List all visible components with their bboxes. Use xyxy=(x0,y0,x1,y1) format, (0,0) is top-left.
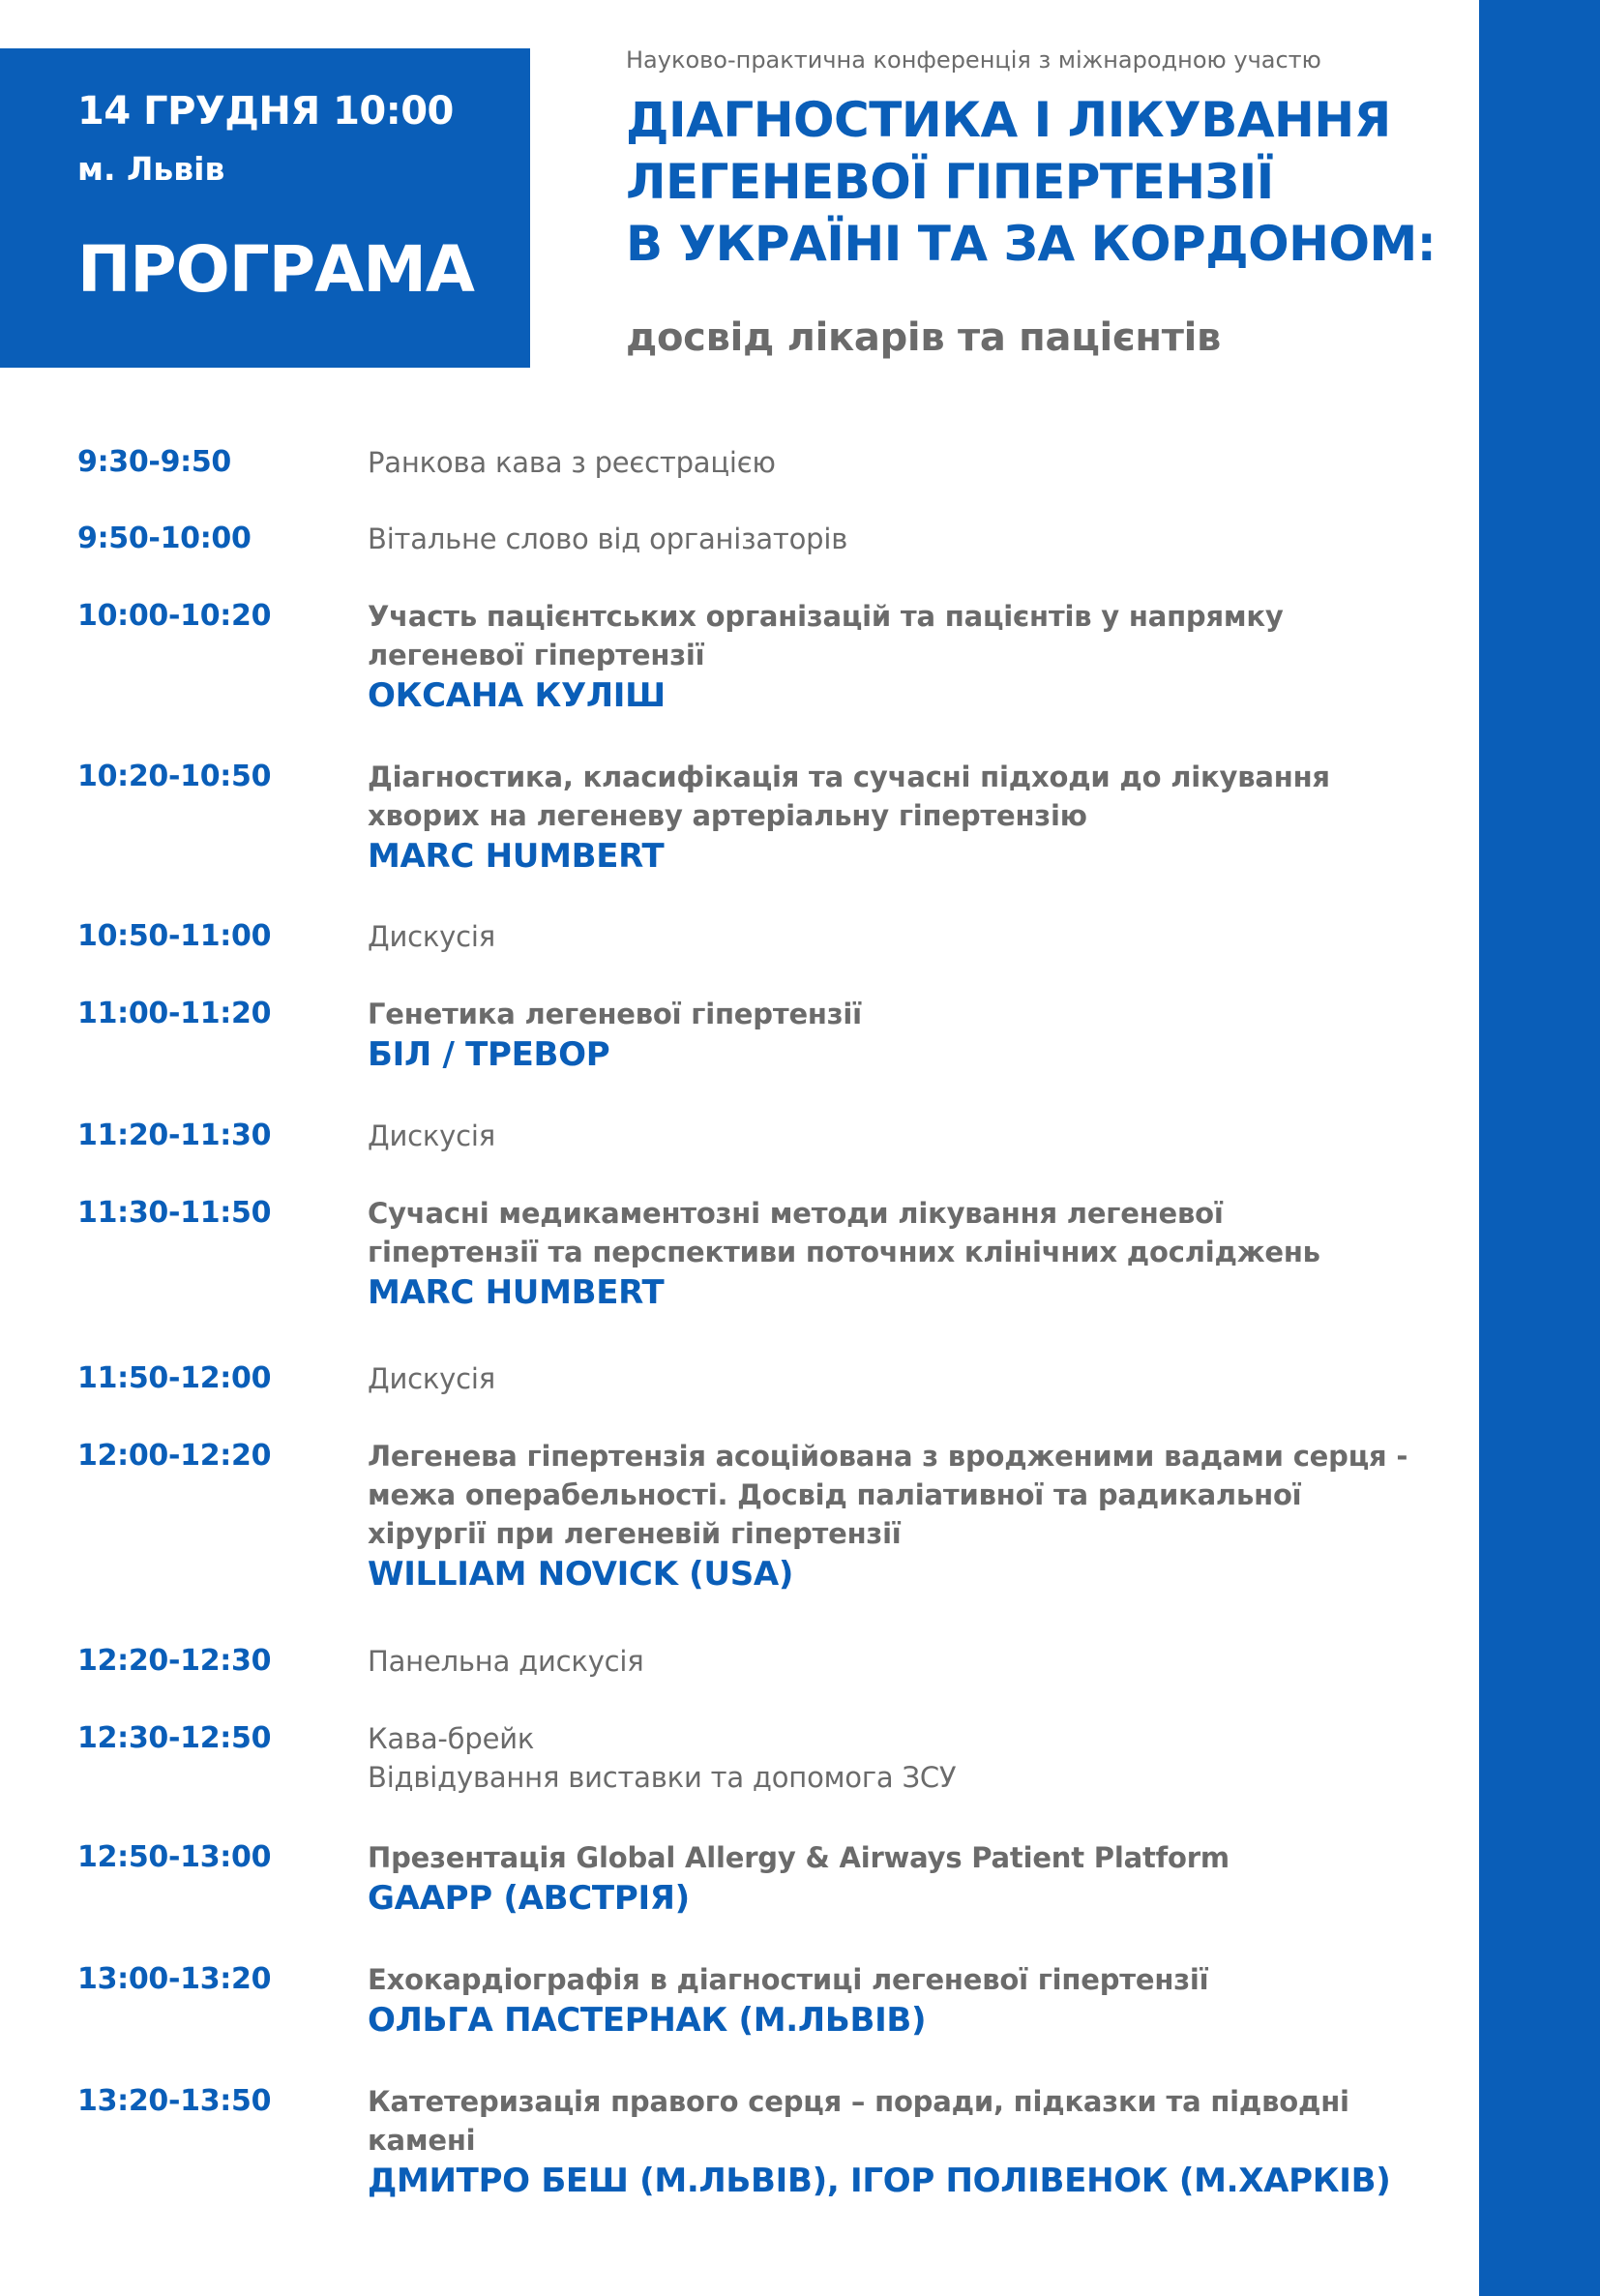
session-content xyxy=(368,2082,1451,2202)
session-time: 12:30-12:50 xyxy=(77,1721,272,1755)
conference-subtitle: Науково-практична конференція з міжнародною участю xyxy=(626,46,1321,74)
session-title-line: Презентація Global Allergy & Airways Patient Platform xyxy=(368,1841,1230,1874)
session-time: 9:50-10:00 xyxy=(77,522,252,555)
session-title-line: Легенева гіпертензія асоційована з вродженими вадами серця - xyxy=(368,1440,1408,1473)
session-title-line: легеневої гіпертензії xyxy=(368,639,705,671)
conference-title-line: ЛЕГЕНЕВОЇ ГІПЕРТЕНЗІЇ xyxy=(626,154,1274,210)
session-time: 10:50-11:00 xyxy=(77,919,272,953)
program-heading: ПРОГРАМА xyxy=(77,232,474,307)
session-title-line: Кава-брейк xyxy=(368,1722,535,1755)
session-content xyxy=(368,597,1451,717)
session-content xyxy=(368,1194,1451,1314)
session-time: 11:20-11:30 xyxy=(77,1118,272,1152)
session-title-line: Діагностика, класифікація та сучасні підходи до лікування xyxy=(368,760,1330,793)
session-content xyxy=(368,443,1451,482)
session-content xyxy=(368,1117,1451,1155)
session-speaker: БІЛ / ТРЕВОР xyxy=(368,1035,610,1074)
session-speaker: MARC HUMBERT xyxy=(368,1273,665,1312)
session-content xyxy=(368,995,1451,1076)
session-time: 11:30-11:50 xyxy=(77,1196,272,1230)
session-time: 10:20-10:50 xyxy=(77,760,272,793)
session-title-line: Панельна дискусія xyxy=(368,1645,644,1678)
session-time: 12:20-12:30 xyxy=(77,1644,272,1678)
session-content xyxy=(368,1642,1451,1681)
session-title-line: межа операбельності. Досвід паліативної та радикальної xyxy=(368,1478,1302,1511)
session-title-line: Ехокардіографія в діагностиці легеневої гіпертензії xyxy=(368,1963,1209,1996)
session-title-line: Сучасні медикаментозні методи лікування легеневої xyxy=(368,1197,1224,1230)
session-time: 12:50-13:00 xyxy=(77,1840,272,1874)
session-content xyxy=(368,758,1451,878)
conference-tagline: досвід лікарів та пацієнтів xyxy=(626,315,1222,360)
session-content xyxy=(368,1960,1451,2042)
session-content xyxy=(368,520,1451,558)
session-title-line: Дискусія xyxy=(368,920,495,953)
session-content xyxy=(368,1719,1451,1797)
session-content xyxy=(368,1838,1451,1920)
right-accent-stripe xyxy=(1479,0,1600,2296)
session-title-line: гіпертензії та перспективи поточних клінічних досліджень xyxy=(368,1236,1320,1268)
header-box xyxy=(0,48,530,368)
session-speaker: WILLIAM NOVICK (USA) xyxy=(368,1555,794,1594)
session-title-line: Відвідування виставки та допомога ЗСУ xyxy=(368,1761,957,1794)
session-speaker: ДМИТРО БЕШ (М.ЛЬВІВ), ІГОР ПОЛІВЕНОК (М.ХАРКІВ) xyxy=(368,2162,1391,2200)
session-time: 12:00-12:20 xyxy=(77,1439,272,1473)
session-speaker: ОКСАНА КУЛІШ xyxy=(368,676,666,715)
session-speaker: GAAPP (АВСТРІЯ) xyxy=(368,1879,690,1918)
event-date-time: 14 ГРУДНЯ 10:00 xyxy=(77,89,454,134)
session-time: 11:00-11:20 xyxy=(77,997,272,1030)
event-city: м. Львів xyxy=(77,150,225,188)
session-title-line: Дискусія xyxy=(368,1119,495,1152)
session-time: 13:00-13:20 xyxy=(77,1962,272,1996)
session-title-line: Участь пацієнтських організацій та пацієнтів у напрямку xyxy=(368,600,1284,633)
session-title-line: Вітальне слово від організаторів xyxy=(368,522,848,555)
session-content xyxy=(368,917,1451,956)
session-speaker: MARC HUMBERT xyxy=(368,837,665,876)
session-title-line: хворих на легеневу артеріальну гіпертензію xyxy=(368,799,1087,832)
session-title-line: Катетеризація правого серця – поради, підказки та підводні xyxy=(368,2085,1349,2118)
conference-title-line: В УКРАЇНІ ТА ЗА КОРДОНОМ: xyxy=(626,216,1437,272)
conference-title xyxy=(626,89,1436,275)
session-time: 13:20-13:50 xyxy=(77,2084,272,2118)
session-title-line: Ранкова кава з реєстрацією xyxy=(368,446,776,479)
session-content xyxy=(368,1359,1451,1398)
session-title-line: камені xyxy=(368,2124,476,2157)
session-time: 11:50-12:00 xyxy=(77,1361,272,1395)
session-time: 9:30-9:50 xyxy=(77,445,231,479)
session-title-line: хірургії при легеневій гіпертензії xyxy=(368,1517,902,1550)
session-title-line: Дискусія xyxy=(368,1362,495,1395)
session-title-line: Генетика легеневої гіпертензії xyxy=(368,998,862,1030)
session-time: 10:00-10:20 xyxy=(77,599,272,633)
conference-title-line: ДІАГНОСТИКА І ЛІКУВАННЯ xyxy=(626,92,1391,148)
session-content xyxy=(368,1437,1451,1595)
session-speaker: ОЛЬГА ПАСТЕРНАК (М.ЛЬВІВ) xyxy=(368,2001,927,2040)
